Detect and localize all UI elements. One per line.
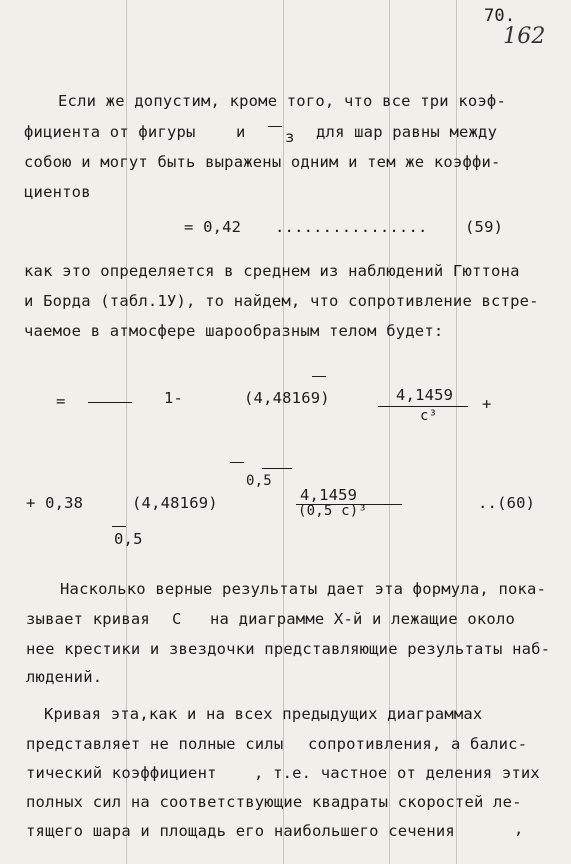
text-line: нее крестики и звездочки представляющие результаты наб- — [26, 640, 551, 658]
text-line: и Борда (табл.1У), то найдем, что сопротивление встре- — [24, 292, 539, 310]
text-line: фициента от фигуры — [24, 123, 196, 141]
text-line: и — [236, 123, 246, 141]
exponent: 0,5 — [246, 473, 272, 489]
plus-sign: + — [482, 395, 492, 413]
text-line: сопротивления, а балис- — [308, 735, 528, 753]
text-line: , — [514, 820, 524, 838]
text-line: , т.е. частное от деления этих — [254, 764, 540, 782]
text-line: тящего шара и площадь его наибольшего сечения — [26, 822, 455, 840]
handwritten-page-number: 162 — [503, 24, 546, 49]
text-line: тический коэффициент — [26, 764, 217, 782]
text-line: Кривая эта,как и на всех предыдущих диаграммах — [44, 705, 483, 723]
text-line: Насколько верные результаты дает эта формула, пока- — [60, 580, 547, 598]
text-line: для шар равны между — [316, 123, 498, 141]
equation-59-value: = 0,42 — [184, 218, 242, 236]
equation-dots: ................ — [275, 218, 428, 236]
overline — [112, 526, 126, 527]
equation-59-number: (59) — [465, 218, 504, 236]
overline — [230, 462, 244, 463]
page-number: 70. — [484, 6, 516, 26]
fraction-bar — [378, 406, 468, 407]
text-line: С — [172, 610, 182, 628]
text-line: людений. — [26, 668, 103, 686]
overline — [312, 376, 326, 377]
equation-60-number: ..(60) — [478, 494, 536, 512]
overline — [268, 126, 282, 127]
text-line: представляет не полные силы — [26, 735, 284, 753]
text-line: зывает кривая — [26, 610, 150, 628]
equation-term: (4,48169) — [244, 389, 330, 407]
text-line: собою и могут быть выражены одним и тем же коэффи- — [24, 153, 501, 171]
equation-term: (4,48169) — [132, 494, 218, 512]
text-line: полных сил на соответствующие квадраты скоростей ле- — [26, 793, 522, 811]
overline — [262, 468, 292, 469]
fraction-numerator: 4,1459 — [396, 386, 454, 404]
fraction-bar — [88, 402, 132, 403]
fraction-numerator: 4,1459 — [300, 486, 358, 504]
text-line: чаемое в атмосфере шарообразным телом будет: — [24, 322, 444, 340]
text-line: как это определяется в среднем из наблюдений Гюттона — [24, 262, 520, 280]
fraction-denominator: (0,5 c)³ — [298, 503, 368, 519]
text-line: на диаграмме X-й и лежащие около — [210, 610, 516, 628]
equation-term: 1- — [164, 389, 184, 407]
text-line: Если же допустим, кроме того, что все три коэф- — [58, 92, 506, 110]
text-line: з — [285, 128, 295, 146]
text-line: циентов — [24, 183, 91, 201]
equals-sign: = — [56, 392, 66, 410]
fraction-denominator: c³ — [420, 408, 438, 424]
equation-term: 0,5 — [114, 530, 143, 548]
equation-term: + 0,38 — [26, 494, 84, 512]
